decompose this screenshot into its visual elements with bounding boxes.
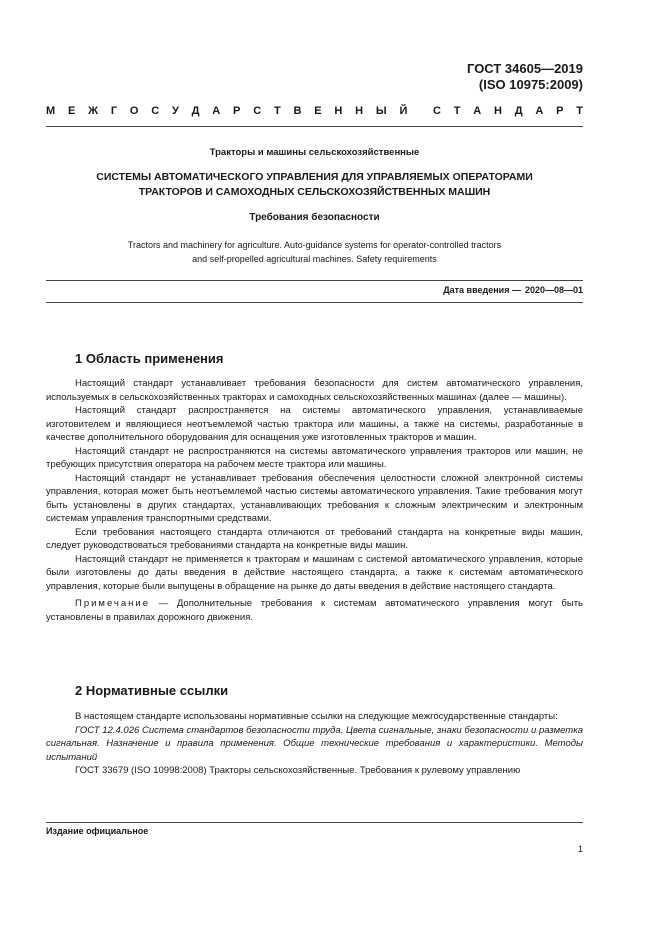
footer-rule	[46, 822, 583, 823]
banner-letter: А	[212, 105, 221, 117]
banner-letter: Е	[314, 105, 322, 117]
english-title	[46, 238, 583, 266]
section-body	[46, 710, 583, 778]
paragraph: Если требования настоящего стандарта отличаются от требований стандарта на конкретные виды машин, следует руководствоваться требованиями стандарта на конкретные виды машин.	[46, 526, 583, 551]
title-line: ТРАКТОРОВ И САМОХОДНЫХ СЕЛЬСКОХОЗЯЙСТВЕННЫХ МАШИН	[138, 186, 491, 198]
paragraph: Настоящий стандарт не применяется к тракторам и машинам с системой автоматического управления, которые были изготовлены до даты введения в действие настоящего стандарта, а также к системам автоматического управления, которые были выпущены в обращение на рынке до даты введения в действие настоящего стандарта.	[46, 553, 583, 592]
banner-letter: О	[129, 105, 139, 117]
paragraph: Настоящий стандарт не распространяются на системы автоматического управления тракторов или машин, не требующих присутствия оператора на рабочем месте трактора или машины.	[46, 445, 583, 470]
banner-letter: Ы	[375, 105, 387, 117]
title-line: СИСТЕМЫ АВТОМАТИЧЕСКОГО УПРАВЛЕНИЯ ДЛЯ УПРАВЛЯЕМЫХ ОПЕРАТОРАМИ	[96, 171, 533, 183]
banner-letter: Н	[493, 105, 502, 117]
page-number: 1	[577, 844, 583, 854]
header-rule	[46, 126, 583, 127]
iso-number: (ISO 10975:2009)	[478, 77, 583, 92]
banner-letter: Ж	[88, 105, 99, 117]
banner-letter: А	[473, 105, 482, 117]
title-rule	[46, 280, 583, 281]
section-body	[46, 377, 583, 624]
edition-label: Издание официальное	[46, 826, 149, 836]
banner-letter: Р	[233, 105, 241, 117]
banner-letter: Г	[110, 105, 118, 117]
banner-letter: С	[432, 105, 441, 117]
banner-letter: Т	[453, 105, 461, 117]
banner-letter: Н	[334, 105, 343, 117]
standard-identifier	[467, 61, 583, 93]
reference-item: ГОСТ 33679 (ISO 10998:2008) Тракторы сельскохозяйственные. Требования к рулевому управлению	[75, 765, 521, 776]
banner-letter: С	[253, 105, 262, 117]
banner-letter: М	[46, 105, 56, 117]
document-subtitle: Требования безопасности	[249, 212, 380, 223]
banner-letter: Т	[576, 105, 583, 117]
banner-letter: С	[151, 105, 160, 117]
date-rule	[46, 302, 583, 303]
banner-letter: Н	[355, 105, 364, 117]
introduction-date-label: Дата введения —	[443, 285, 521, 295]
paragraph: В настоящем стандарте использованы нормативные ссылки на следующие межгосударственные стандарты:	[75, 711, 558, 722]
introduction-date-value: 2020—08—01	[524, 285, 583, 295]
section-heading: 2 Нормативные ссылки	[75, 683, 229, 698]
note	[46, 597, 583, 624]
banner-letter: Т	[273, 105, 281, 117]
banner-letter: У	[172, 105, 179, 117]
document-title	[46, 170, 583, 200]
section-heading: 1 Область применения	[75, 351, 224, 366]
paragraph: Настоящий стандарт устанавливает требования безопасности для систем автоматического управления, используемых в сельскохозяйственных тракторах и самоходных сельскохозяйственных машинах (далее — машины).	[46, 378, 583, 403]
document-subject: Тракторы и машины сельскохозяйственные	[209, 147, 420, 158]
english-title-line: and self-propelled agricultural machines. Safety requirements	[192, 254, 437, 264]
banner-letter: Д	[514, 105, 523, 117]
interstate-standard-banner	[46, 105, 583, 117]
banner-letter: Е	[67, 105, 76, 117]
english-title-line: Tractors and machinery for agriculture. Auto-guidance systems for operator-controlled tractors	[127, 240, 502, 250]
banner-letter: В	[293, 105, 302, 117]
reference-item: ГОСТ 12.4.026 Система стандартов безопасности труда. Цвета сигнальные, знаки безопасности и разметка сигнальная. Назначение и правила применения. Общие технические требования и характеристики. Методы испытаний	[46, 724, 583, 763]
paragraph: Настоящий стандарт не устанавливает требования обеспечения целостности сложной электронной системы управления, которая может быть неотъемлемой частью системы автоматического управления. Такие требования могут быть установлены в других стандартах, устанавливающих требования к сложным электрическим и электронным системам управления транспортными средствами.	[46, 472, 583, 524]
banner-letter: Р	[556, 105, 564, 117]
note-text: — Дополнительные требования к системам автоматического управления могут быть установлены в правилах дорожного движения.	[46, 598, 583, 623]
standard-number: ГОСТ 34605—2019	[467, 61, 583, 76]
banner-letter: А	[535, 105, 544, 117]
banner-letter: Й	[399, 105, 408, 117]
note-label: Примечание	[75, 598, 150, 609]
paragraph: Настоящий стандарт распространяется на системы автоматического управления, устанавливаемые изготовителем и являющиеся неотъемлемой частью трактора или машины, а также на системы, разработанные в качестве дополнительного оборудования для оснащения уже изготовленных тракторов и машин.	[46, 405, 583, 443]
banner-letter: Д	[191, 105, 200, 117]
introduction-date	[439, 285, 583, 295]
